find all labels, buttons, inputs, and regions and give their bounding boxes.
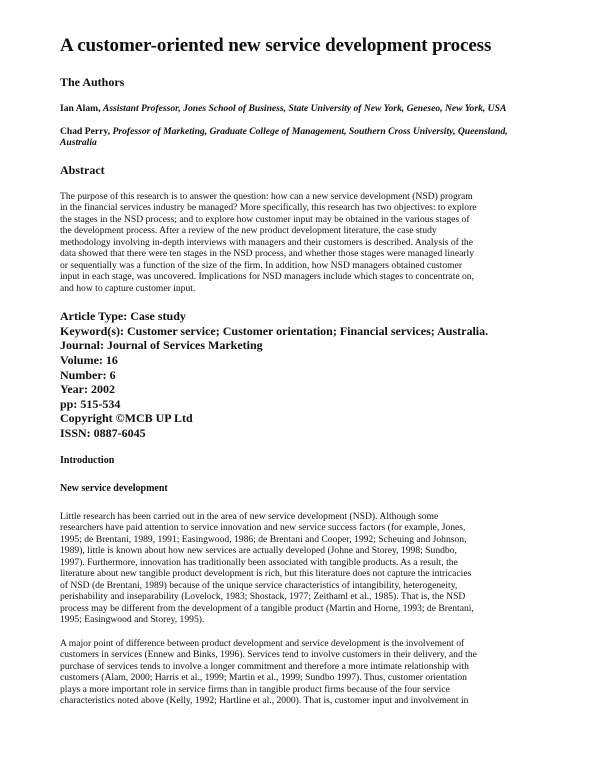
text-line: the stages in the NSD process; and to explore how customer input may be obtained in the various stages of [60, 213, 470, 225]
keywords: Keyword(s): Customer service; Customer orientation; Financial services; Australia. [60, 323, 489, 338]
author-entry [60, 103, 542, 115]
subsection-heading: New service development [60, 482, 168, 494]
article-type: Article Type: Case study [60, 309, 186, 324]
author-entry [60, 126, 542, 149]
text-line: 1995; Easingwood and Storey, 1995). [60, 614, 205, 626]
text-line: methodology involving in-depth interviews with managers and their customers is described. Analysis of the [60, 236, 473, 248]
text-line: or sequentially was a function of the size of the firm. In addition, how NSD managers obtained customer [60, 259, 463, 271]
text-line: in the financial services industry be managed? More specifically, this research has two objectives: to explore [60, 202, 477, 214]
text-line: characteristics noted above (Kelly, 1992; Hartline et al., 2000). That is, customer input and involvement in [60, 695, 469, 707]
document-page [60, 0, 542, 707]
text-line: input in each stage, was uncovered. Implications for NSD managers include which stages to concentrate on, [60, 271, 475, 283]
abstract-paragraph [60, 191, 542, 295]
text-line: the development process. After a review of the new product development literature, the case study [60, 225, 437, 237]
section-heading-introduction: Introduction [60, 454, 115, 466]
volume: Volume: 16 [60, 353, 118, 368]
copyright: Copyright ©MCB UP Ltd [60, 411, 193, 426]
journal: Journal: Journal of Services Marketing [60, 338, 263, 353]
text-line: purchase of services tends to involve a longer commitment and therefore a more intimate relationship with [60, 660, 469, 672]
text-line: perishability and inseparability (Lovelock, 1983; Shostack, 1977; Zeithaml et al., 1985). That is, the NSD [60, 591, 466, 603]
text-line: of NSD (de Brentani, 1989) because of the unique service characteristics of intangibility, heterogeneity, [60, 579, 458, 591]
issn: ISSN: 0887-6045 [60, 426, 146, 441]
text-line: data showed that there were ten stages in the NSD process, and whether those stages were managed linearly [60, 248, 474, 260]
author-affiliation: Assistant Professor, Jones School of Business, State University of New York, Geneseo, New York, USA [102, 103, 507, 114]
text-line: Little research has been carried out in the area of new service development (NSD). Although some [60, 510, 439, 522]
author-affiliation: Professor of Marketing, Graduate College of Management, Southern Cross University, Queensland, Australia [60, 125, 508, 149]
author-name: Chad Perry, [60, 125, 111, 137]
abstract-heading: Abstract [60, 162, 105, 177]
text-line: 1989), little is known about how new services are actually developed (Johne and Storey, 1998; Sundbo, [60, 545, 457, 557]
text-line: The purpose of this research is to answer the question: how can a new service development (NSD) program [60, 190, 473, 202]
author-name: Ian Alam, [60, 103, 101, 114]
text-line: literature about new tangible product development is rich, but this literature does not capture the intricacies [60, 568, 472, 580]
authors-heading: The Authors [60, 75, 125, 89]
text-line: customers in services (Ennew and Binks, 1996). Services tend to involve customers in their delivery, and the [60, 649, 477, 661]
text-line: customers (Alam, 2000; Harris et al., 1999; Martin et al., 1999; Sundbo 1997). Thus, customer orientation [60, 672, 467, 684]
year: Year: 2002 [60, 382, 115, 397]
text-line: 1997). Furthermore, innovation has traditionally been associated with tangible products. As a result, the [60, 556, 458, 568]
paper-title: A customer-oriented new service development process [60, 35, 492, 56]
text-line: process may be different from the development of a tangible product (Martin and Horne, 1993; de Brentani, [60, 602, 474, 614]
number: Number: 6 [60, 367, 116, 382]
body-paragraph [60, 511, 542, 626]
text-line: researchers have paid attention to service innovation and new service success factors (for example, Jones, [60, 522, 466, 534]
text-line: plays a more important role in service firms than in tangible product firms because of the four service [60, 683, 450, 695]
text-line: and how to capture customer input. [60, 282, 196, 294]
text-line: 1995; de Brentani, 1989, 1991; Easingwood, 1986; de Brentani and Cooper, 1992; Scheuing and Johnson, [60, 533, 467, 545]
body-paragraph [60, 638, 542, 707]
pages: pp: 515-534 [60, 396, 121, 411]
text-line: A major point of difference between product development and service development is the involvement of [60, 637, 465, 649]
article-metadata [60, 309, 542, 440]
